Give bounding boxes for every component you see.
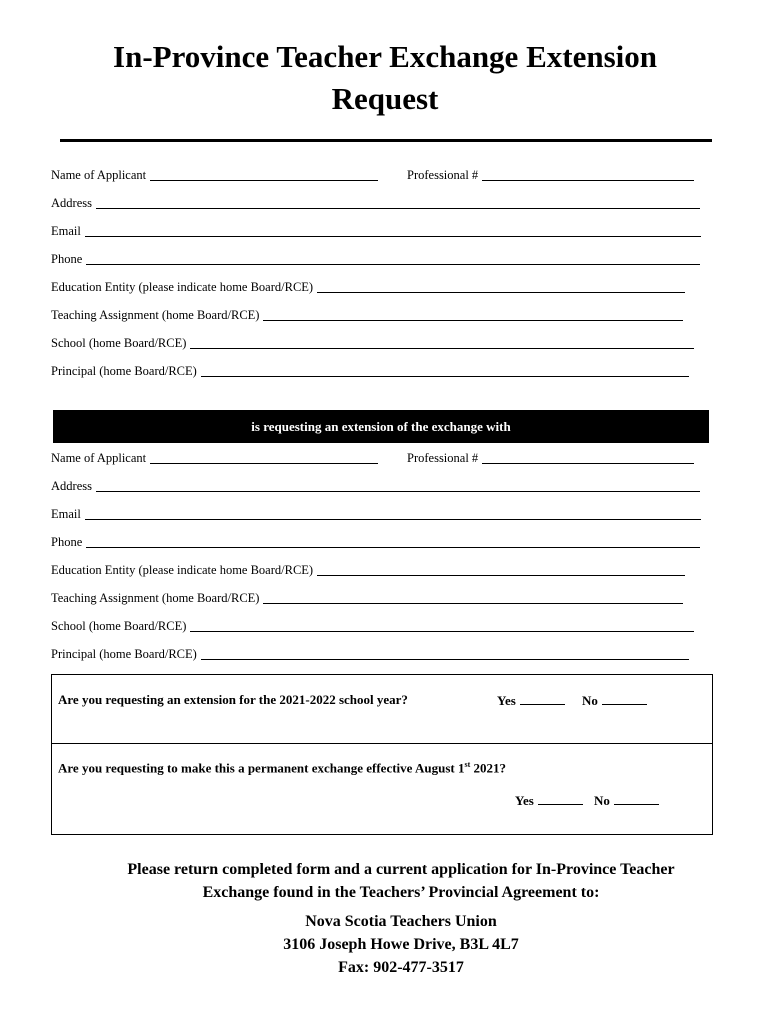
applicant2-email-line[interactable]: [85, 506, 701, 520]
applicant2-address-line[interactable]: [96, 478, 700, 492]
union-name: Nova Scotia Teachers Union: [305, 913, 497, 930]
applicant1-professional-field[interactable]: [407, 166, 694, 184]
question2-yes-label: Yes: [515, 793, 534, 808]
applicant2-education-field[interactable]: [51, 561, 685, 579]
applicant2-teaching-label: Teaching Assignment (home Board/RCE): [51, 591, 260, 605]
question1-no-label: No: [582, 693, 598, 708]
question2-yes-blank[interactable]: [538, 792, 583, 805]
question1-yes-blank[interactable]: [520, 692, 565, 705]
applicant2-principal-label: Principal (home Board/RCE): [51, 647, 197, 661]
applicant1-address-label: Address: [51, 196, 92, 210]
question2-no[interactable]: [594, 792, 659, 809]
applicant1-education-field[interactable]: [51, 278, 685, 296]
applicant1-email-field[interactable]: [51, 222, 701, 240]
applicant2-education-line[interactable]: [317, 562, 685, 576]
question1-no-blank[interactable]: [602, 692, 647, 705]
applicant1-principal-line[interactable]: [201, 363, 689, 377]
union-address-block: [16, 910, 770, 979]
applicant2-phone-field[interactable]: [51, 533, 700, 551]
applicant1-principal-field[interactable]: [51, 362, 689, 380]
applicant2-name-field[interactable]: [51, 449, 378, 467]
question1-text: Are you requesting an extension for the 2021-2022 school year?: [58, 692, 408, 707]
question1-yes[interactable]: [497, 692, 565, 709]
applicant2-principal-field[interactable]: [51, 645, 689, 663]
applicant2-phone-label: Phone: [51, 535, 83, 549]
applicant2-professional-field[interactable]: [407, 449, 694, 467]
applicant2-professional-line[interactable]: [482, 450, 694, 464]
applicant1-teaching-label: Teaching Assignment (home Board/RCE): [51, 308, 260, 322]
return-instructions-line1: Please return completed form and a current application for In-Province Teacher: [127, 861, 675, 878]
applicant2-address-label: Address: [51, 479, 92, 493]
applicant2-school-line[interactable]: [190, 618, 694, 632]
applicant2-education-label: Education Entity (please indicate home Board/RCE): [51, 563, 314, 577]
form-title: [0, 36, 770, 120]
applicant1-teaching-field[interactable]: [51, 306, 683, 324]
applicant1-address-line[interactable]: [96, 195, 700, 209]
exchange-banner: is requesting an extension of the exchange with: [53, 410, 709, 443]
return-instructions: [16, 858, 770, 904]
question2-yes[interactable]: [515, 792, 583, 809]
applicant2-email-label: Email: [51, 507, 81, 521]
applicant1-school-field[interactable]: [51, 334, 694, 352]
form-title-line2: Request: [331, 81, 439, 116]
return-instructions-line2: Exchange found in the Teachers’ Provincial Agreement to:: [202, 884, 600, 901]
title-divider: [60, 139, 712, 142]
question2-text-end: 2021?: [470, 760, 506, 776]
applicant2-address-field[interactable]: [51, 477, 700, 495]
applicant2-school-label: School (home Board/RCE): [51, 619, 187, 633]
applicant2-school-field[interactable]: [51, 617, 694, 635]
applicant1-name-field[interactable]: [51, 166, 378, 184]
applicant1-school-label: School (home Board/RCE): [51, 336, 187, 350]
applicant2-phone-line[interactable]: [86, 534, 700, 548]
applicant1-principal-label: Principal (home Board/RCE): [51, 364, 197, 378]
question2-box: [51, 743, 713, 835]
applicant2-professional-label: Professional #: [407, 451, 479, 465]
applicant1-name-label: Name of Applicant: [51, 168, 147, 182]
applicant1-email-line[interactable]: [85, 223, 701, 237]
applicant1-email-label: Email: [51, 224, 81, 238]
applicant2-teaching-field[interactable]: [51, 589, 683, 607]
applicant1-education-line[interactable]: [317, 279, 685, 293]
applicant1-name-line[interactable]: [150, 167, 378, 181]
question1-no[interactable]: [582, 692, 647, 709]
applicant1-phone-field[interactable]: [51, 250, 700, 268]
question1-box: [51, 674, 713, 744]
question2-text-main: Are you requesting to make this a permanent exchange effective August 1: [58, 760, 465, 776]
applicant1-address-field[interactable]: [51, 194, 700, 212]
question2-text: [58, 760, 506, 776]
form-title-line1: In-Province Teacher Exchange Extension: [113, 39, 657, 74]
question2-no-label: No: [594, 793, 610, 808]
applicant2-principal-line[interactable]: [201, 646, 689, 660]
applicant2-name-line[interactable]: [150, 450, 378, 464]
applicant2-teaching-line[interactable]: [263, 590, 683, 604]
union-street-address: 3106 Joseph Howe Drive, B3L 4L7: [283, 936, 519, 953]
question2-superscript: st: [464, 760, 471, 769]
question1-yes-label: Yes: [497, 693, 516, 708]
union-fax: Fax: 902-477-3517: [338, 959, 464, 976]
applicant2-email-field[interactable]: [51, 505, 701, 523]
question2-no-blank[interactable]: [614, 792, 659, 805]
applicant1-phone-line[interactable]: [86, 251, 700, 265]
applicant1-school-line[interactable]: [190, 335, 694, 349]
applicant1-teaching-line[interactable]: [263, 307, 683, 321]
applicant1-professional-line[interactable]: [482, 167, 694, 181]
applicant1-phone-label: Phone: [51, 252, 83, 266]
applicant1-education-label: Education Entity (please indicate home Board/RCE): [51, 280, 314, 294]
applicant2-name-label: Name of Applicant: [51, 451, 147, 465]
applicant1-professional-label: Professional #: [407, 168, 479, 182]
